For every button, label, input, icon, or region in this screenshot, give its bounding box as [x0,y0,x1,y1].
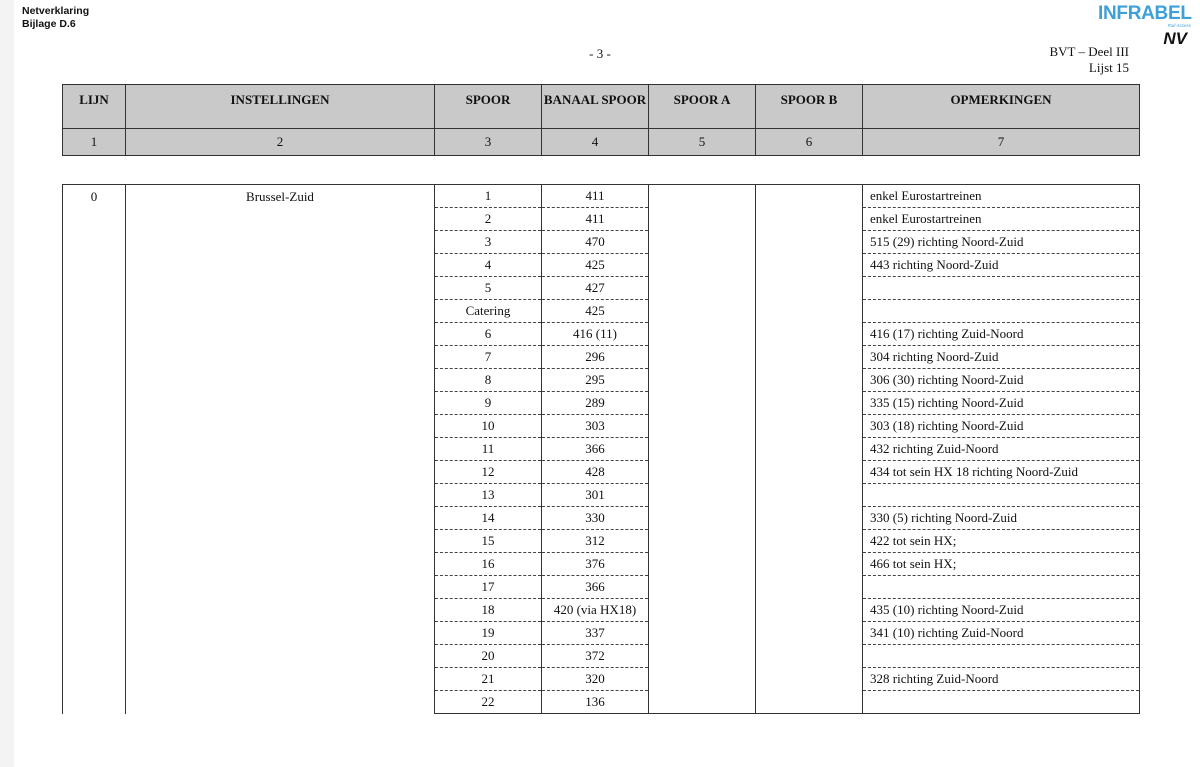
logo-nv: NV [1163,29,1187,48]
spoor-a-cell [649,576,756,599]
spoor-cell: 11 [435,438,542,461]
spoor-cell: 8 [435,369,542,392]
logo-wordmark: INFRABEL [1098,3,1192,24]
document-annex: Bijlage D.6 [22,17,76,30]
spoor-b-cell [756,277,863,300]
column-number: 4 [542,129,649,156]
banaal-spoor-cell: 372 [542,645,649,668]
banaal-spoor-cell: 295 [542,369,649,392]
banaal-spoor-cell: 411 [542,208,649,231]
spoor-b-cell [756,553,863,576]
spoor-a-cell [649,553,756,576]
spoor-cell: 15 [435,530,542,553]
spoor-a-cell [649,346,756,369]
table-row [63,185,1140,208]
opmerking-cell: 466 tot sein HX; [863,553,1140,576]
spoor-a-cell [649,645,756,668]
spoor-cell: 18 [435,599,542,622]
opmerking-cell: 306 (30) richting Noord-Zuid [863,369,1140,392]
banaal-spoor-cell: 301 [542,484,649,507]
banaal-spoor-cell: 303 [542,415,649,438]
banaal-spoor-cell: 337 [542,622,649,645]
opmerking-cell: 330 (5) richting Noord-Zuid [863,507,1140,530]
banaal-spoor-cell: 312 [542,530,649,553]
spoor-b-cell [756,254,863,277]
instelling-cell: Brussel-Zuid [126,185,435,714]
spoor-cell: 9 [435,392,542,415]
spoor-cell: 21 [435,668,542,691]
banaal-spoor-cell: 320 [542,668,649,691]
opmerking-cell: enkel Eurostartreinen [863,185,1140,208]
spoor-b-cell [756,346,863,369]
spoor-a-cell [649,254,756,277]
opmerking-cell [863,576,1140,599]
spoor-b-cell [756,438,863,461]
spoor-b-cell [756,576,863,599]
spoor-cell: 22 [435,691,542,714]
spoor-a-cell [649,231,756,254]
spoor-a-cell [649,461,756,484]
opmerking-cell: 335 (15) richting Noord-Zuid [863,392,1140,415]
spoor-b-cell [756,691,863,714]
column-header: OPMERKINGEN [863,85,1140,129]
column-header: SPOOR [435,85,542,129]
spoor-b-cell [756,461,863,484]
spoor-a-cell [649,323,756,346]
opmerking-cell: 434 tot sein HX 18 richting Noord-Zuid [863,461,1140,484]
logo-tagline: Rail Access [1167,23,1191,28]
opmerking-cell: enkel Eurostartreinen [863,208,1140,231]
spoor-cell: 7 [435,346,542,369]
spoor-a-cell [649,185,756,208]
opmerking-cell: 422 tot sein HX; [863,530,1140,553]
spoor-cell: 3 [435,231,542,254]
opmerking-cell [863,277,1140,300]
spoor-cell: 4 [435,254,542,277]
spoor-b-cell [756,185,863,208]
opmerking-cell: 515 (29) richting Noord-Zuid [863,231,1140,254]
opmerking-cell: 435 (10) richting Noord-Zuid [863,599,1140,622]
spoor-a-cell [649,277,756,300]
column-header: LIJN [63,85,126,129]
spoor-a-cell [649,668,756,691]
banaal-spoor-cell: 366 [542,438,649,461]
document-label [22,5,89,30]
spoor-b-cell [756,300,863,323]
banaal-spoor-cell: 416 (11) [542,323,649,346]
spoor-a-cell [649,208,756,231]
spoor-b-cell [756,231,863,254]
spoor-a-cell [649,530,756,553]
banaal-spoor-cell: 376 [542,553,649,576]
banaal-spoor-cell: 136 [542,691,649,714]
reference-part: BVT – Deel III [1049,44,1129,59]
banaal-spoor-cell: 420 (via HX18) [542,599,649,622]
spoor-cell: 17 [435,576,542,599]
spoor-b-cell [756,668,863,691]
page-number: - 3 - [589,46,611,61]
spoor-cell: 13 [435,484,542,507]
column-header: BANAAL SPOOR [542,85,649,129]
track-table-body [63,185,1140,714]
banaal-spoor-cell: 425 [542,300,649,323]
banaal-spoor-cell: 427 [542,277,649,300]
column-number: 6 [756,129,863,156]
spoor-cell: Catering [435,300,542,323]
opmerking-cell: 416 (17) richting Zuid-Noord [863,323,1140,346]
spoor-b-cell [756,622,863,645]
column-header-table [62,84,1140,156]
page-edge [0,0,14,767]
document-reference [1049,44,1129,76]
spoor-b-cell [756,208,863,231]
lijn-cell: 0 [63,185,126,714]
column-number: 5 [649,129,756,156]
banaal-spoor-cell: 366 [542,576,649,599]
spoor-b-cell [756,369,863,392]
spoor-b-cell [756,507,863,530]
column-header: SPOOR A [649,85,756,129]
banaal-spoor-cell: 428 [542,461,649,484]
banaal-spoor-cell: 425 [542,254,649,277]
spoor-cell: 19 [435,622,542,645]
column-number: 3 [435,129,542,156]
spoor-a-cell [649,599,756,622]
spoor-a-cell [649,691,756,714]
spoor-cell: 5 [435,277,542,300]
spoor-a-cell [649,415,756,438]
spoor-a-cell [649,300,756,323]
spoor-cell: 12 [435,461,542,484]
spoor-b-cell [756,392,863,415]
spoor-a-cell [649,507,756,530]
column-number: 2 [126,129,435,156]
spoor-cell: 6 [435,323,542,346]
spoor-b-cell [756,484,863,507]
column-number: 1 [63,129,126,156]
spoor-cell: 16 [435,553,542,576]
spoor-cell: 1 [435,185,542,208]
banaal-spoor-cell: 296 [542,346,649,369]
opmerking-cell: 328 richting Zuid-Noord [863,668,1140,691]
column-number-row [63,129,1140,156]
spoor-cell: 2 [435,208,542,231]
spoor-b-cell [756,645,863,668]
column-header: SPOOR B [756,85,863,129]
spoor-b-cell [756,530,863,553]
spoor-cell: 10 [435,415,542,438]
opmerking-cell [863,691,1140,714]
opmerking-cell: 432 richting Zuid-Noord [863,438,1140,461]
banaal-spoor-cell: 330 [542,507,649,530]
spoor-a-cell [649,438,756,461]
spoor-a-cell [649,369,756,392]
banaal-spoor-cell: 470 [542,231,649,254]
spoor-a-cell [649,484,756,507]
opmerking-cell [863,645,1140,668]
track-table [62,184,1140,714]
banaal-spoor-cell: 411 [542,185,649,208]
opmerking-cell: 304 richting Noord-Zuid [863,346,1140,369]
opmerking-cell: 303 (18) richting Noord-Zuid [863,415,1140,438]
spoor-a-cell [649,622,756,645]
spoor-b-cell [756,415,863,438]
opmerking-cell: 341 (10) richting Zuid-Noord [863,622,1140,645]
reference-list: Lijst 15 [1088,60,1129,75]
spoor-b-cell [756,599,863,622]
spoor-cell: 14 [435,507,542,530]
opmerking-cell: 443 richting Noord-Zuid [863,254,1140,277]
column-header: INSTELLINGEN [126,85,435,129]
opmerking-cell [863,484,1140,507]
column-number: 7 [863,129,1140,156]
spoor-b-cell [756,323,863,346]
spoor-a-cell [649,392,756,415]
banaal-spoor-cell: 289 [542,392,649,415]
column-header-row [63,85,1140,129]
spoor-cell: 20 [435,645,542,668]
opmerking-cell [863,300,1140,323]
document-title: Netverklaring [22,5,90,17]
